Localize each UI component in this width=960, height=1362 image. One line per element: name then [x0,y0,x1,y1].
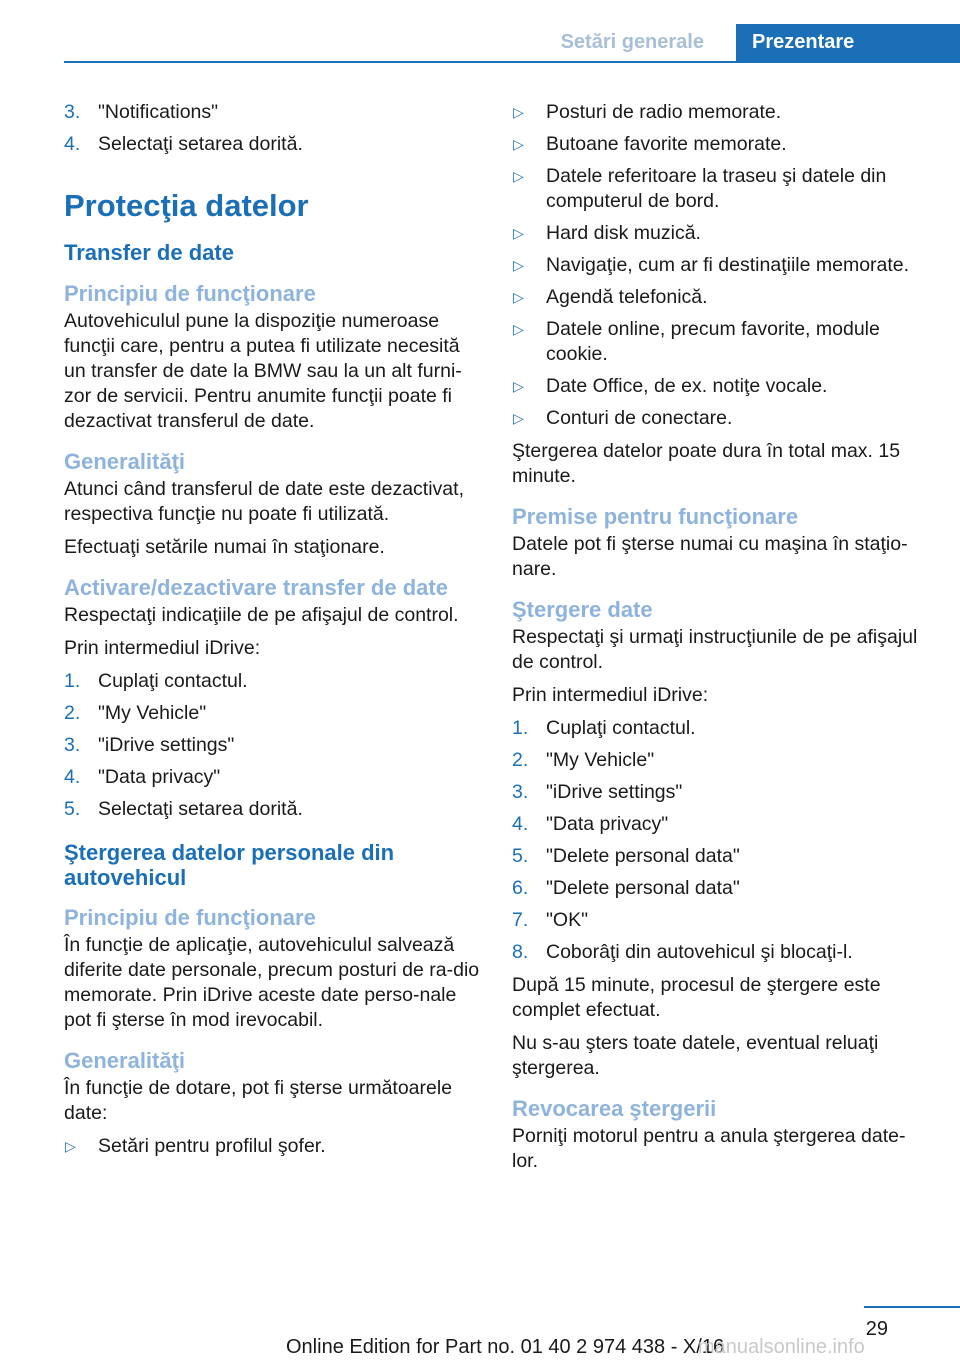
bullet-text: Butoane favorite memorate. [546,133,787,155]
premise-paragraph: Datele pot fi şterse numai cu maşina în staţio-nare. [512,533,908,580]
triangle-bullet-icon: ▷ [513,136,524,152]
step-text: Cuplaţi contactul. [98,670,248,692]
general-paragraph-2: Efectuaţi setările numai în staţionare. [64,536,385,558]
revoke-paragraph: Porniţi motorul pentru a anula ştergerea date-lor. [512,1125,906,1172]
bullet-text: Posturi de radio memorate. [546,101,782,123]
list-item [64,797,480,822]
list-item [512,221,928,246]
delete-personal-heading: Ştergerea datelor personale din autovehicul [64,840,395,890]
bullet-text: Setări pentru profilul şofer. [98,1135,326,1157]
list-item [512,716,928,741]
duration-paragraph: Ştergerea datelor poate dura în total max. 15 minute. [512,440,901,487]
list-item [512,406,928,431]
bullet-text: Hard disk muzică. [546,222,701,244]
list-item [512,164,928,214]
list-item [512,317,928,367]
step-text: "Notifications" [98,101,219,123]
right-bullet-list [512,100,928,431]
principle2-paragraph: În funcţie de aplicaţie, autovehiculul salvează diferite date personale, precum posturi de ra-dio memorate. Prin iDrive aceste date perso-nale pot fi şterse în mod irevocabil. [64,934,480,1031]
general-heading: Generalităţi [64,449,186,474]
step-text: Selectaţi setarea dorită. [98,798,303,820]
general2-paragraph: În funcţie de dotare, pot fi şterse următoarele date: [64,1077,453,1124]
activate-heading: Activare/dezactivare transfer de date [64,575,448,600]
bullet-text: Datele online, precum favorite, module cookie. [546,318,880,365]
bullet-text: Agendă telefonică. [546,286,708,308]
list-item [64,132,480,157]
step-text: "Delete personal data" [546,877,740,899]
step-text: "iDrive settings" [546,781,683,803]
bullet-text: Navigaţie, cum ar fi destinaţiile memorate. [546,254,910,276]
footer-rule [864,1306,960,1308]
step-number: 5. [64,798,81,820]
step-text: Coborâţi din autovehicul şi blocaţi-l. [546,941,853,963]
step-text: "Delete personal data" [546,845,740,867]
triangle-bullet-icon: ▷ [513,289,524,305]
list-item [512,132,928,157]
list-item [512,285,928,310]
step-number: 4. [64,766,81,788]
principle-paragraph: Autovehiculul pune la dispoziţie numeroase funcţii care, pentru a putea fi utilizate necesită un transfer de date la BMW sau la un alt furni-zor de servicii. Pentru anumite funcţii poate fi dezactivat transferul de date. [64,310,462,432]
step-text: "My Vehicle" [98,702,207,724]
bullet-text: Conturi de conectare. [546,407,733,429]
list-item [512,780,928,805]
bullet-text: Date Office, de ex. notiţe vocale. [546,375,828,397]
page-header [0,0,960,62]
list-item [64,733,480,758]
activate-paragraph-1: Respectaţi indicaţiile de pe afişajul de control. [64,604,459,626]
step-text: Selectaţi setarea dorită. [98,133,303,155]
triangle-bullet-icon: ▷ [513,257,524,273]
step-text: Cuplaţi contactul. [546,717,696,739]
premise-heading: Premise pentru funcţionare [512,504,799,529]
step-text: "OK" [546,909,589,931]
page-number: 29 [865,1318,888,1340]
watermark: manualsonline.info [698,1336,865,1358]
step-number: 1. [512,717,529,739]
triangle-bullet-icon: ▷ [513,168,524,184]
step-text: "iDrive settings" [98,734,235,756]
bullet-text: Datele referitoare la traseu şi datele din computerul de bord. [546,165,887,212]
list-item [512,844,928,869]
transfer-heading: Transfer de date [64,240,234,265]
general-paragraph-1: Atunci când transferul de date este dezactivat, respectiva funcţie nu poate fi utilizată. [64,478,464,525]
step-number: 3. [512,781,529,803]
delete-data-heading: Ştergere date [512,597,653,622]
list-item [512,876,928,901]
page-title: Protecţia datelor [64,188,309,223]
left-bullet-list [64,1134,480,1159]
delete-steps-list [512,716,928,965]
edition-text: Online Edition for Part no. 01 40 2 974 438 - X/16 [286,1336,725,1358]
general2-heading: Generalităţi [64,1048,186,1073]
activate-steps-list [64,669,480,822]
right-column [512,100,928,1182]
section-label: Setări generale [560,31,704,53]
after-paragraph: După 15 minute, procesul de ştergere este complet efectuat. [512,974,881,1021]
step-number: 8. [512,941,529,963]
step-number: 3. [64,734,81,756]
left-column [64,100,480,1167]
step-number: 4. [64,133,81,155]
triangle-bullet-icon: ▷ [513,378,524,394]
step-text: "Data privacy" [98,766,221,788]
delete-paragraph-2: Prin intermediul iDrive: [512,684,709,706]
principle-heading: Principiu de funcţionare [64,281,316,306]
revoke-heading: Revocarea ştergerii [512,1096,717,1121]
step-number: 5. [512,845,529,867]
triangle-bullet-icon: ▷ [513,410,524,426]
principle2-heading: Principiu de funcţionare [64,905,316,930]
step-number: 2. [512,749,529,771]
step-number: 4. [512,813,529,835]
list-item [512,374,928,399]
list-item [512,812,928,837]
step-text: "Data privacy" [546,813,669,835]
step-text: "My Vehicle" [546,749,655,771]
chapter-tab: Prezentare [736,24,960,61]
list-item [512,253,928,278]
list-item [512,748,928,773]
list-item [512,940,928,965]
step-number: 7. [512,909,529,931]
triangle-bullet-icon: ▷ [513,104,524,120]
triangle-bullet-icon: ▷ [513,225,524,241]
list-item [64,701,480,726]
list-item [64,1134,480,1159]
step-number: 6. [512,877,529,899]
triangle-bullet-icon: ▷ [65,1138,76,1154]
retry-paragraph: Nu s-au şters toate datele, eventual reluaţi ştergerea. [512,1032,879,1079]
top-steps-list [64,100,480,157]
list-item [512,908,928,933]
list-item [64,765,480,790]
step-number: 2. [64,702,81,724]
step-number: 3. [64,101,81,123]
header-rule [64,61,960,63]
activate-paragraph-2: Prin intermediul iDrive: [64,637,261,659]
triangle-bullet-icon: ▷ [513,321,524,337]
list-item [512,100,928,125]
step-number: 1. [64,670,81,692]
list-item [64,669,480,694]
list-item [64,100,480,125]
delete-paragraph-1: Respectaţi şi urmaţi instrucţiunile de pe afişajul de control. [512,626,918,673]
